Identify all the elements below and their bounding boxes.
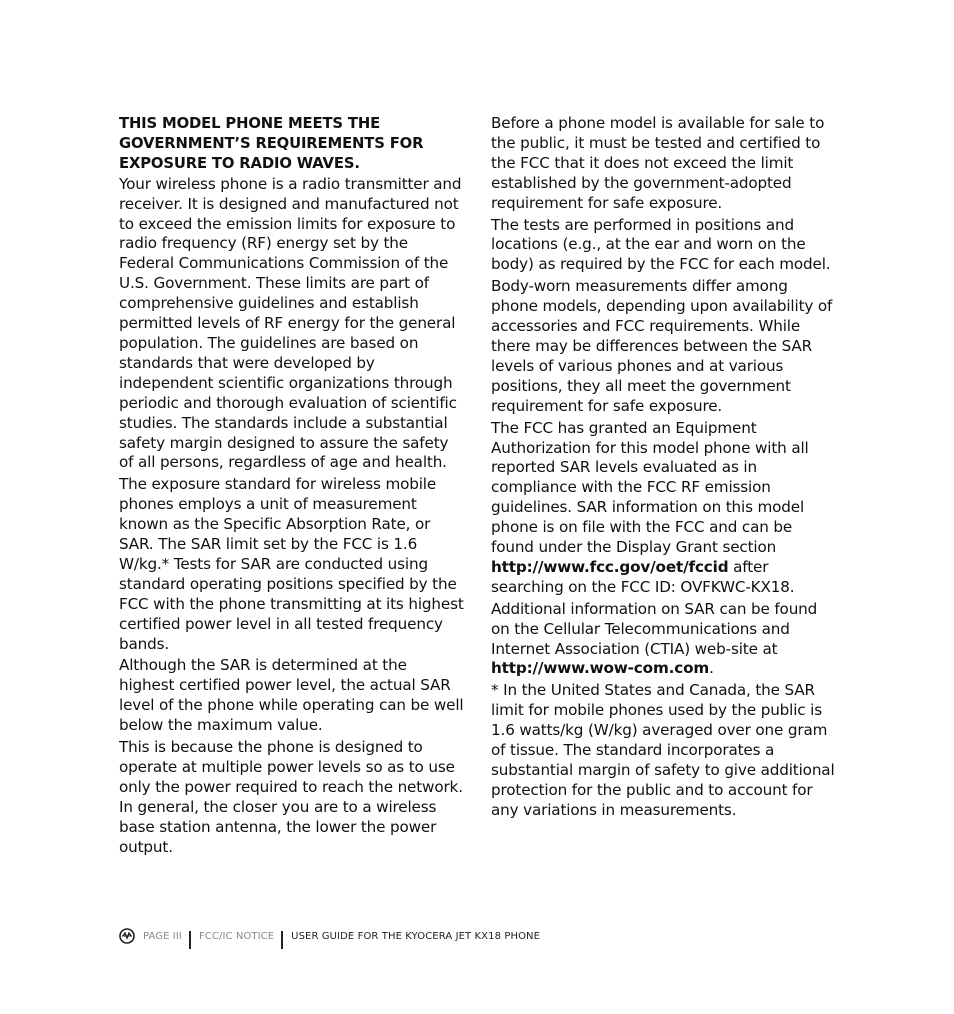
paragraph: Body-worn measurements differ among phone models, depending upon availability of accessories and FCC requirements. While there may be differences between the SAR levels of various phones and at various positions, they all meet the government requirement for safe exposure. (491, 277, 833, 415)
paragraph: Your wireless phone is a radio transmitter and receiver. It is designed and manufactured not to exceed the emission limits for exposure to radio frequency (RF) energy set by the Federal Communications Commission of the U.S. Government. These limits are part of comprehensive guidelines and establish permitted levels of RF energy for the general population. The guidelines are based on standards that were developed by independent scientific organizations through periodic and thorough evaluation of scientific studies. The standards include a substantial safety margin designed to assure the safety of all persons, regardless of age and health. (119, 174, 462, 472)
paragraph-text: The FCC has granted an Equipment Authorization for this model phone with all reported SAR levels evaluated as in compliance with the FCC RF emission guidelines. SAR information on this model phone is on file with the FCC and can be found under the Display Grant section (491, 418, 809, 557)
divider (281, 931, 283, 949)
paragraph: Although the SAR is determined at the highest certified power level, the actual SAR level of the phone while operating can be well below the maximum value. (119, 656, 464, 735)
right-column (491, 114, 837, 823)
left-column (119, 114, 464, 860)
page-number: PAGE III (143, 930, 182, 942)
paragraph: The exposure standard for wireless mobile phones employs a unit of measurement known as the Specific Absorption Rate, or SAR. The SAR limit set by the FCC is 1.6 W/kg.* Tests for SAR are conducted using standard operating positions specified by the FCC with the phone transmitting at its highest certified power level in all tested frequency bands. (119, 475, 464, 653)
paragraph (491, 419, 837, 598)
paragraph-text: Additional information on SAR can be found on the Cellular Telecommunications and Internet Association (CTIA) web-site at (491, 599, 818, 658)
paragraph-text: . (709, 659, 714, 678)
divider (189, 931, 191, 949)
paragraph: This is because the phone is designed to operate at multiple power levels so as to use only the power required to reach the network. In general, the closer you are to a wireless base station antenna, the lower the power output. (119, 738, 463, 856)
page-footer (119, 925, 540, 947)
paragraph (491, 600, 837, 680)
paragraph: Before a phone model is available for sale to the public, it must be tested and certified to the FCC that it does not exceed the limit established by the government-adopted requirement for safe exposure. (491, 114, 825, 212)
section-name: FCC/IC NOTICE (198, 930, 275, 942)
guide-title: USER GUIDE FOR THE KYOCERA JET KX18 PHONE (291, 930, 541, 942)
fcc-link[interactable]: http://www.fcc.gov/oet/fccid (491, 557, 729, 576)
paragraph: The tests are performed in positions and locations (e.g., at the ear and worn on the body) as required by the FCC for each model. (491, 215, 831, 274)
kyocera-logo-icon (119, 928, 135, 944)
ctia-link[interactable]: http://www.wow-com.com (491, 659, 710, 678)
footnote: * In the United States and Canada, the SAR limit for mobile phones used by the public is 1.6 watts/kg (W/kg) averaged over one gram of tissue. The standard incorporates a substantial margin of safety to give additional protection for the public and to account for any variations in measurements. (491, 681, 835, 819)
paragraph-text: after searching on the FCC ID: OVFKWC-KX18. (491, 557, 795, 596)
section-heading: THIS MODEL PHONE MEETS THE GOVERNMENT’S REQUIREMENTS FOR EXPOSURE TO RADIO WAVES. (119, 115, 424, 172)
